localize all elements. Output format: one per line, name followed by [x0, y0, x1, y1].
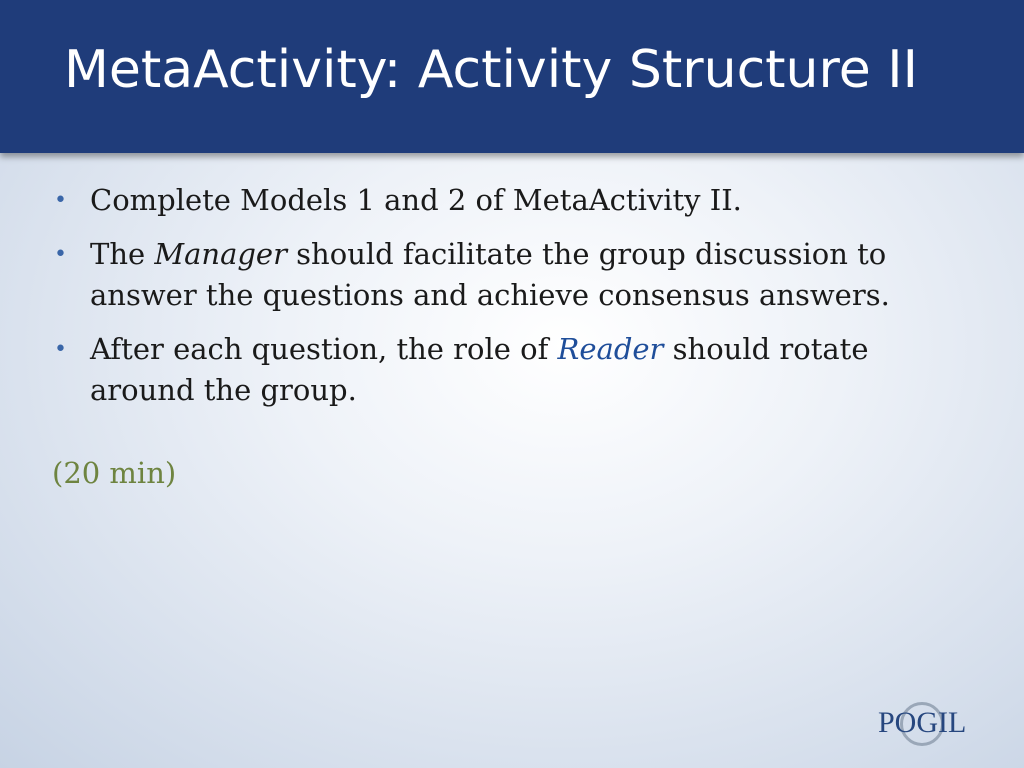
reader-emphasis: Reader [557, 332, 664, 366]
bullet-dot-icon: • [54, 337, 67, 362]
bullet-text-prefix: The [90, 237, 155, 271]
bullet-item [54, 234, 954, 316]
bullet-dot-icon: • [54, 242, 67, 267]
bullet-text-suffix: should facilitate the group discussion to answer the questions and achieve consensus answers. [90, 237, 890, 312]
title-bar [0, 0, 1024, 153]
pogil-logo [878, 700, 978, 750]
bullet-item [54, 329, 954, 411]
bullet-text-suffix: should rotate around the group. [90, 332, 869, 407]
slide-title: MetaActivity: Activity Structure II [64, 40, 918, 100]
bullet-item [54, 180, 954, 221]
bullet-text: Complete Models 1 and 2 of MetaActivity II. [90, 183, 742, 217]
bullet-text-prefix: After each question, the role of [90, 332, 558, 366]
bullet-dot-icon: • [54, 188, 67, 213]
logo-text: POGIL [878, 706, 967, 739]
time-note: (20 min) [52, 456, 177, 490]
bullet-list [54, 180, 954, 424]
manager-emphasis: Manager [154, 237, 287, 271]
